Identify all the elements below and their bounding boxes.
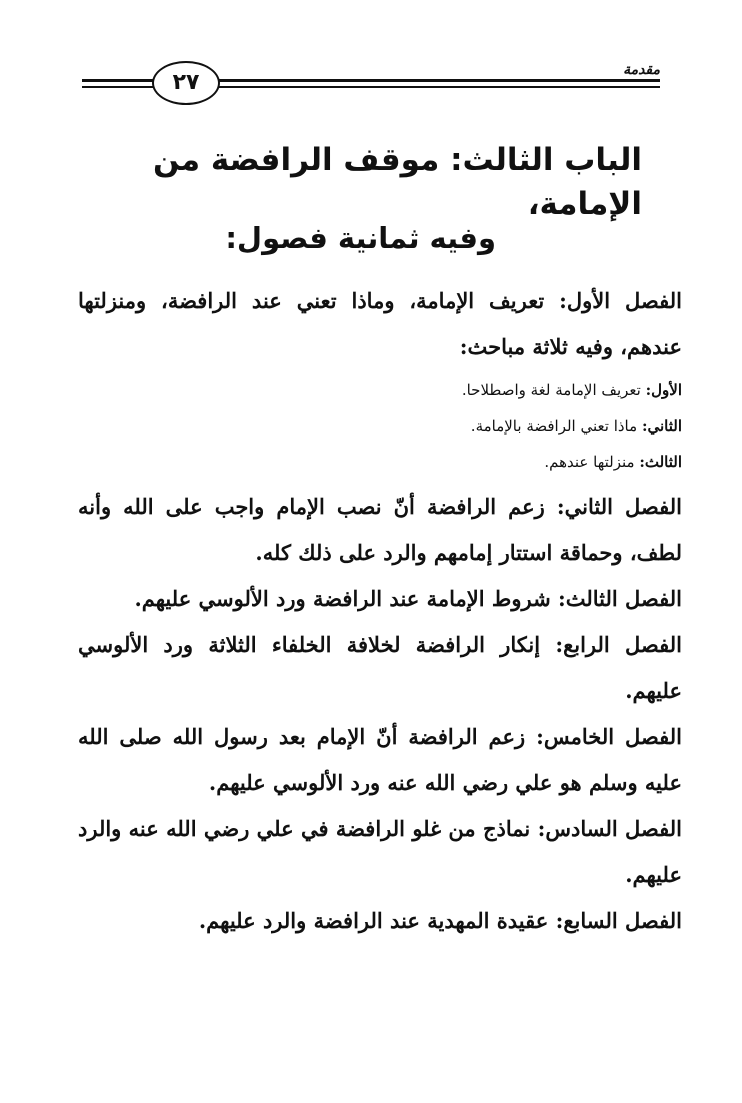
section-item-key: الثاني:	[641, 417, 682, 435]
header-rule	[218, 79, 660, 82]
chapter-paragraph: الفصل الرابع: إنكار الرافضة لخلافة الخلفاء الثلاثة ورد الألوسي عليهم.	[78, 632, 682, 703]
header-rule	[218, 86, 660, 88]
page-body	[78, 278, 682, 944]
section-subtitle: وفيه ثمانية فصول:	[225, 221, 496, 255]
page-number-oval	[152, 61, 220, 105]
section-title: الباب الثالث: موقف الرافضة من الإمامة،	[152, 142, 642, 222]
section-item	[78, 444, 682, 480]
section-item-text: تعريف الإمامة لغة واصطلاحا.	[461, 381, 641, 399]
section-list	[78, 372, 682, 480]
chapter-paragraph: الفصل الخامس: زعم الرافضة أنّ الإمام بعد رسول الله صلى الله عليه وسلم هو علي رضي الله عنه ورد الألوسي عليهم.	[78, 724, 682, 795]
section-item-text: ماذا تعني الرافضة بالإمامة.	[470, 417, 638, 435]
chapter-paragraph: الفصل السادس: نماذج من غلو الرافضة في علي رضي الله عنه والرد عليهم.	[78, 816, 682, 887]
page-number: ٢٧	[172, 70, 200, 95]
section-item	[78, 408, 682, 444]
section-item-text: منزلتها عندهم.	[544, 453, 635, 471]
chapter-paragraph: الفصل الثالث: شروط الإمامة عند الرافضة ورد الألوسي عليهم.	[134, 586, 682, 611]
running-head: مقدمة	[623, 62, 660, 78]
chapter-paragraph: الفصل الثاني: زعم الرافضة أنّ نصب الإمام واجب على الله وأنه لطف، وحماقة استتار إمامهم والرد على ذلك كله.	[78, 494, 682, 565]
section-item	[78, 372, 682, 408]
header-rule	[82, 86, 154, 88]
section-item-key: الثالث:	[639, 453, 682, 471]
section-item-key: الأول:	[645, 381, 682, 399]
chapter-paragraph: الفصل السابع: عقيدة المهدية عند الرافضة والرد عليهم.	[198, 908, 682, 933]
chapter-paragraph: الفصل الأول: تعريف الإمامة، وماذا تعني عند الرافضة، ومنزلتها عندهم، وفيه ثلاثة مباحث:	[78, 288, 682, 359]
header-rule	[82, 79, 154, 82]
